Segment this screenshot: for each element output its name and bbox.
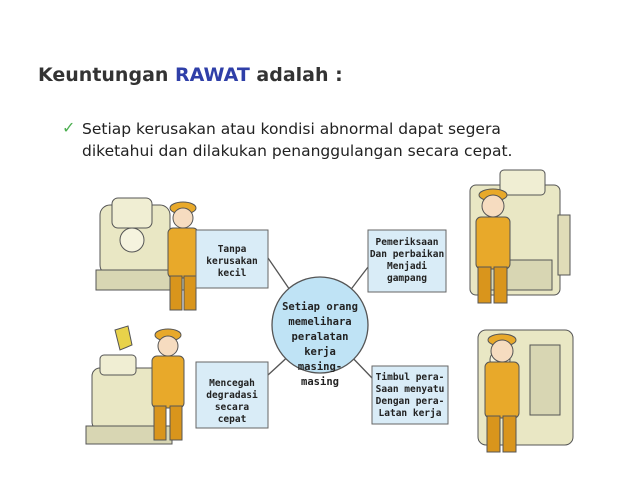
card-top-left-line-2: kerusakan — [206, 256, 258, 267]
card-bottom-right-line-2: Saan menyatu — [375, 384, 445, 395]
worker-top-left — [168, 202, 198, 310]
card-bottom-left-line-1: Mencegah — [209, 378, 255, 389]
center-line-2: memelihara — [288, 316, 352, 328]
card-bottom-right-line-4: Latan kerja — [378, 408, 442, 419]
oil-can — [115, 326, 132, 350]
bullet-line-1: Setiap kerusakan atau kondisi abnormal dapat segera — [82, 120, 501, 138]
card-bottom-right-line-1: Timbul pera- — [375, 372, 445, 383]
card-bottom-left-text — [198, 378, 266, 426]
card-top-left-line-3: kecil — [217, 268, 247, 279]
title-accent: RAWAT — [175, 64, 250, 86]
bullet-line-2: diketahui dan dilakukan penanggulangan secara cepat. — [82, 142, 513, 160]
card-top-right-line-3: Menjadi — [386, 261, 428, 272]
checkmark-icon: ✓ — [62, 118, 76, 137]
center-line-1: Setiap orang — [282, 301, 358, 313]
title-text-after: adalah : — [249, 64, 343, 86]
card-bottom-right-text — [372, 372, 448, 420]
worker-bottom-left — [152, 329, 184, 440]
card-top-right-line-2: Dan perbaikan — [369, 249, 445, 260]
card-top-right-line-1: Pemeriksaan — [375, 237, 439, 248]
card-top-left-text — [198, 244, 266, 280]
card-bottom-left-line-3: secara cepat — [214, 402, 250, 425]
card-top-right-text — [368, 237, 446, 285]
card-top-right-line-4: gampang — [386, 273, 428, 284]
center-line-4: masing-masing — [297, 361, 343, 388]
center-line-3: peralatan kerja — [291, 331, 349, 358]
center-text — [280, 300, 360, 390]
card-bottom-right-line-3: Dengan pera- — [375, 396, 445, 407]
card-top-left-line-1: Tanpa — [217, 244, 247, 255]
title-text-before: Keuntungan — [38, 64, 176, 86]
card-bottom-left-line-2: degradasi — [206, 390, 258, 401]
